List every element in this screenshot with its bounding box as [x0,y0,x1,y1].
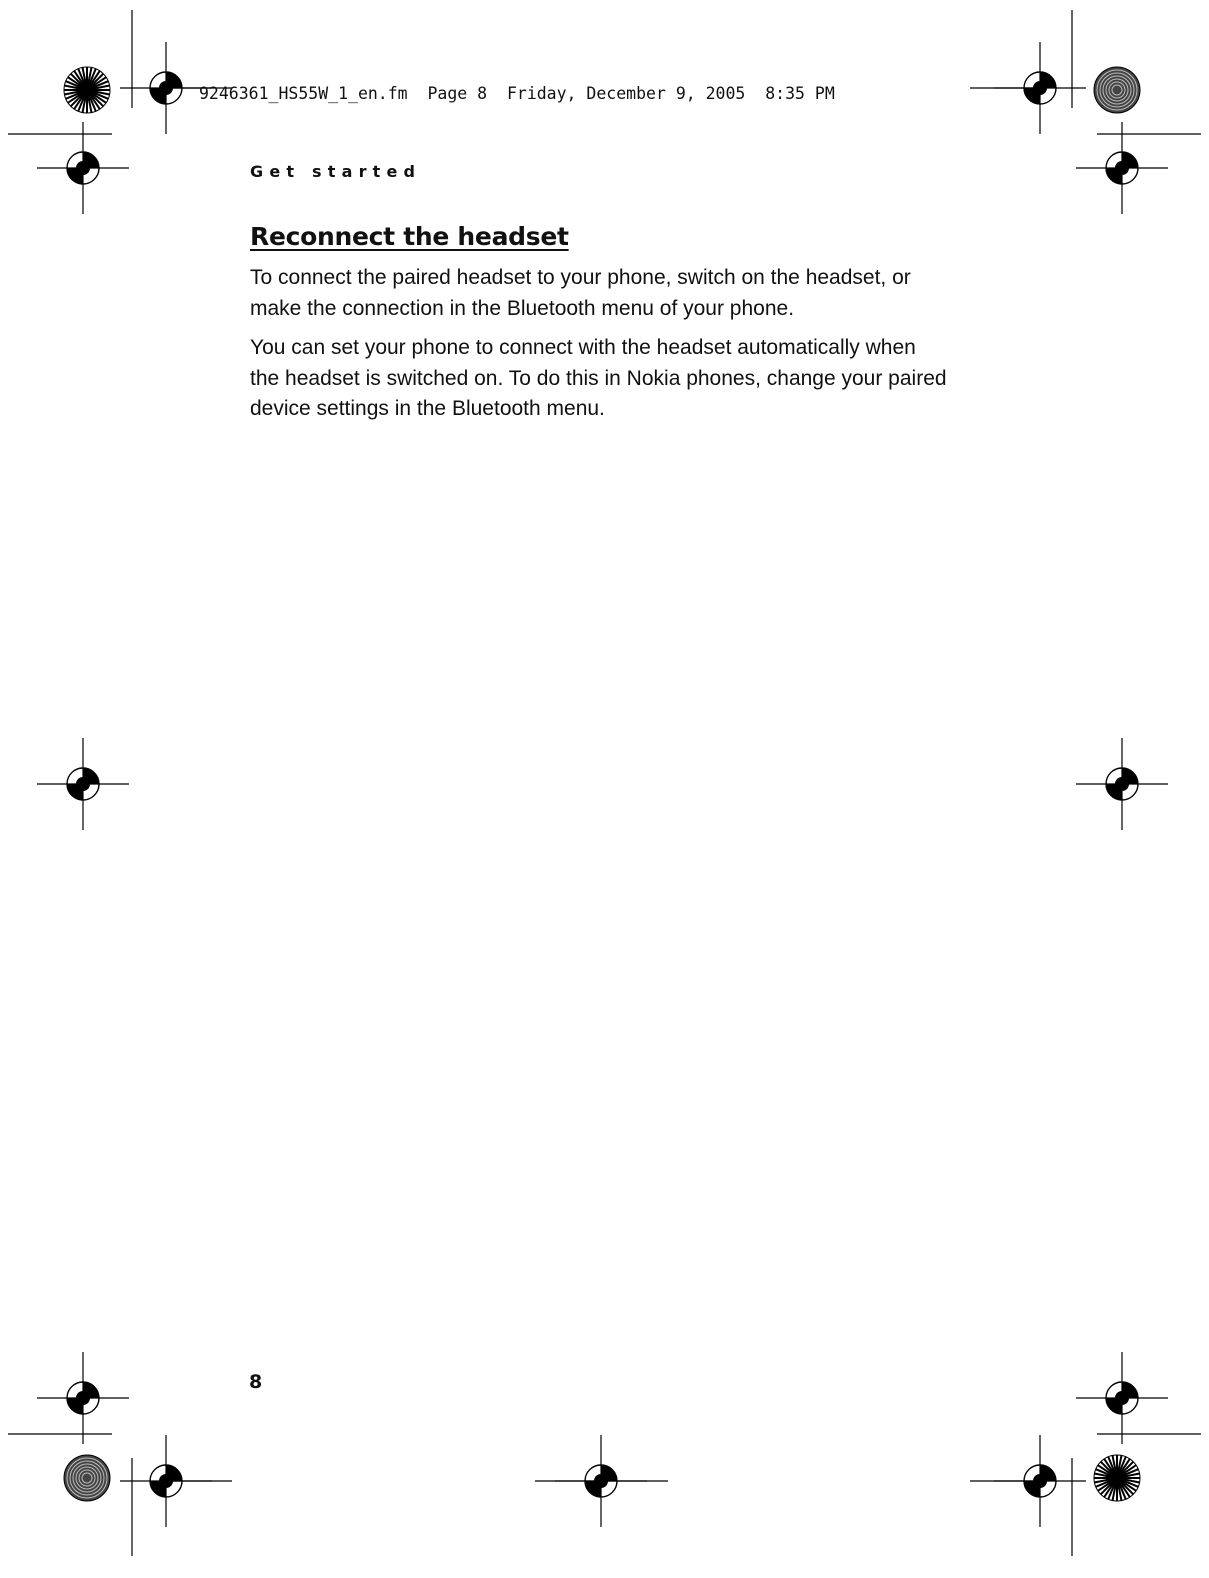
body-text [250,263,950,434]
starburst-target-icon [1094,1455,1140,1501]
crop-lines [8,10,1201,1556]
page-number: 8 [249,1371,263,1393]
moire-target-icon [1094,67,1140,113]
file-slug-line: 9246361_HS55W_1_en.fm Page 8 Friday, December 9, 2005 8:35 PM [199,84,835,103]
registration-crosshair-icon [37,738,129,830]
section-title: Reconnect the headset [250,222,569,251]
registration-crosshair-icon [1076,122,1168,214]
starburst-target-icon [64,67,110,113]
registration-crosshair-icon [1076,738,1168,830]
registration-crosshair-icon [37,1352,129,1444]
paragraph: To connect the paired headset to your phone, switch on the headset, or make the connection in the Bluetooth menu of your phone. [250,266,911,320]
paragraph: You can set your phone to connect with the headset automatically when the headset is switched on. To do this in Nokia phones, change your paired device settings in the Bluetooth menu. [250,336,947,420]
moire-target-icon [64,1455,110,1501]
registration-crosshair-icon [37,122,129,214]
running-head: Get started [250,162,422,181]
registration-crosshair-icon [1076,1352,1168,1444]
